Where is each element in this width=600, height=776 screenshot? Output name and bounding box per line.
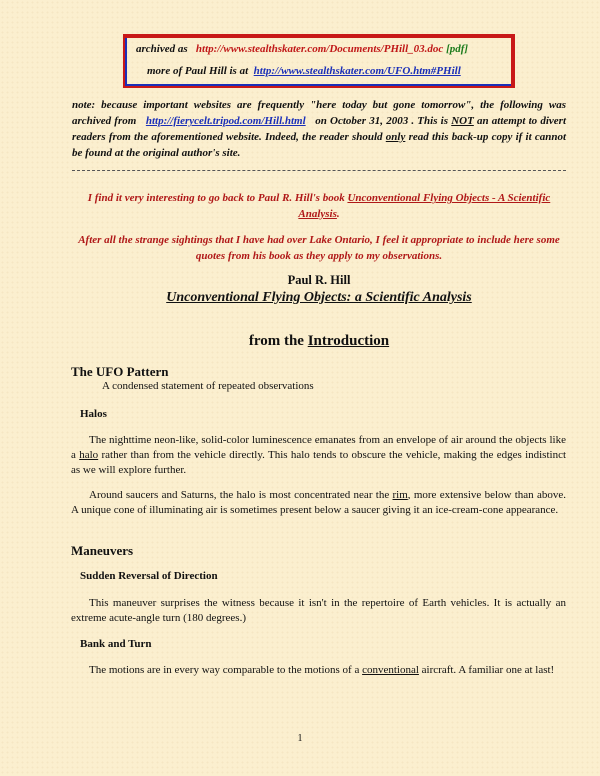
intro-paragraph-1: I find it very interesting to go back to Paul R. Hill's book Unconventional Flying Objects - A Scientific Analysis.: [87, 192, 551, 220]
heading-ufo-pattern: The UFO Pattern: [71, 364, 169, 379]
archive-note: note: because important websites are frequently "here today but gone tomorrow", the following was archived from http://fierycelt.tripod.com/Hill.html on October 31, 2003 . This is NOT an attempt to divert readers from the aforementioned website. Indeed, the reader should only read this back-up copy if it cannot be found at the original author's site.: [72, 99, 567, 159]
ufo-pattern-subtitle: A condensed statement of repeated observations: [102, 380, 314, 392]
pdf-link[interactable]: [pdf]: [446, 43, 469, 55]
bank-turn-paragraph: The motions are in every way comparable to the motions of a conventional aircraft. A familiar one at last!: [89, 664, 555, 676]
intro-paragraph-2: After all the strange sightings that I have had over Lake Ontario, I feel it appropriate to include here some quotes from his book as they apply to my observations.: [78, 234, 560, 262]
ufo-page-link[interactable]: http://www.stealthskater.com/UFO.htm#PHill: [253, 65, 461, 77]
archive-doc-url[interactable]: http://www.stealthskater.com/Documents/PHill_03.doc: [195, 43, 444, 55]
heading-sudden-reversal: Sudden Reversal of Direction: [80, 570, 218, 582]
halos-paragraph-1: The nighttime neon-like, solid-color luminescence emanates from an envelope of air around the objects like a halo rather than from the vehicle directly. This halo tends to obscure the vehicle, making the edges indistinct as we will explore further.: [71, 434, 567, 476]
separator-line: [72, 170, 566, 171]
author-name: Paul R. Hill: [287, 273, 351, 287]
heading-bank-and-turn: Bank and Turn: [80, 638, 152, 650]
book-reference: Unconventional Flying Objects - A Scientific Analysis: [298, 192, 551, 220]
archive-line-2: more of Paul Hill is at http://www.stealthskater.com/UFO.htm#PHill: [147, 65, 461, 77]
heading-maneuvers: Maneuvers: [71, 543, 134, 558]
page-number: 1: [297, 733, 303, 744]
archive-box: [125, 36, 513, 86]
book-title: Unconventional Flying Objects: a Scientific Analysis: [166, 290, 472, 305]
halos-paragraph-2: Around saucers and Saturns, the halo is most concentrated near the rim, more extensive below than above. A unique cone of illuminating air is sometimes present below a saucer giving it an ice-cream-cone appearance.: [71, 489, 566, 516]
source-website-link[interactable]: http://fierycelt.tripod.com/Hill.html: [145, 115, 306, 127]
not-emphasis: NOT: [451, 115, 474, 127]
heading-halos: Halos: [80, 408, 107, 420]
reversal-paragraph: This maneuver surprises the witness because it isn't in the repertoire of Earth vehicles. It is actually an extreme acute-angle turn (180 degrees.): [71, 597, 566, 624]
section-title: from the Introduction: [248, 333, 390, 349]
only-emphasis: only: [385, 131, 406, 143]
archive-line-1: archived as http://www.stealthskater.com/Documents/PHill_03.doc [pdf]: [136, 43, 469, 55]
